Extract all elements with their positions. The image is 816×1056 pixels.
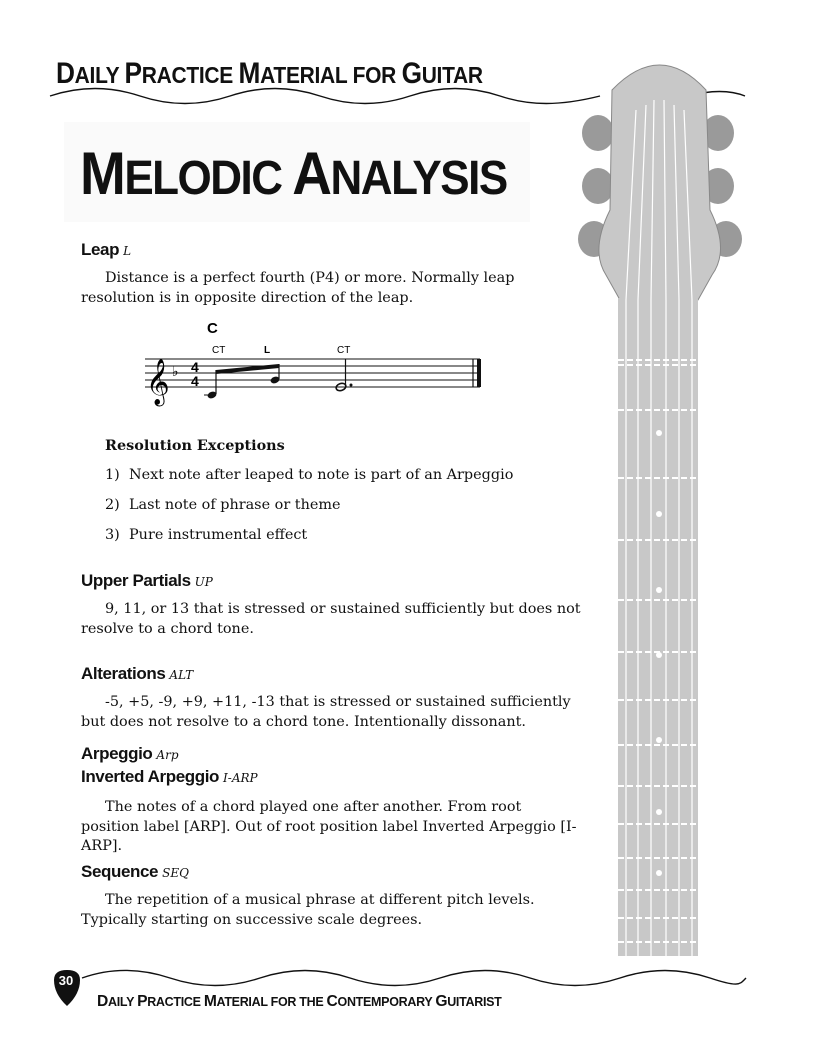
- label-ct-2: CT: [337, 345, 351, 356]
- page-number: 30: [58, 973, 74, 988]
- sequence-description: The repetition of a musical phrase at different pitch levels. Typically starting on successive scale degrees.: [81, 892, 535, 928]
- term-upper-partials: Upper Partials UP: [81, 571, 213, 590]
- time-sig-top: 4: [191, 359, 199, 375]
- upper-partials-description: 9, 11, or 13 that is stressed or sustained sufficiently but does not resolve to a chord tone.: [81, 601, 581, 637]
- guitar-neck-illustration: [570, 50, 770, 960]
- exception-item: 1) Next note after leaped to note is part of an Arpeggio: [105, 467, 514, 483]
- headstock: [599, 65, 721, 300]
- alterations-description: -5, +5, -9, +9, +11, -13 that is stressed or sustained sufficiently but does not resolve to a chord tone. Intentionally dissonant.: [81, 694, 571, 730]
- page-title: MELODIC ANALYSIS: [80, 139, 507, 208]
- label-ct-1: CT: [212, 345, 226, 356]
- notation-example: [140, 318, 490, 408]
- exception-item: 3) Pure instrumental effect: [105, 527, 308, 543]
- treble-clef: 𝄞: [146, 359, 170, 405]
- running-header: DAILY PRACTICE MATERIAL FOR GUITAR: [56, 56, 483, 90]
- resolution-exceptions-title: Resolution Exceptions: [105, 437, 285, 454]
- term-leap: Leap L: [81, 240, 132, 259]
- leap-description: Distance is a perfect fourth (P4) or more. Normally leap resolution is in opposite direction of the leap.: [81, 270, 515, 306]
- term-alterations: Alterations ALT: [81, 664, 194, 683]
- term-sequence: Sequence SEQ: [81, 862, 189, 881]
- running-footer: DAILY PRACTICE MATERIAL FOR THE CONTEMPORARY GUITARIST: [97, 993, 502, 1010]
- term-inverted-arpeggio: Inverted Arpeggio I-ARP: [81, 767, 258, 786]
- term-arpeggio: Arpeggio Arp: [81, 744, 179, 763]
- eighth-note-pair: [204, 364, 280, 400]
- label-l: L: [264, 345, 271, 356]
- exception-item: 2) Last note of phrase or theme: [105, 497, 341, 513]
- arpeggio-description: The notes of a chord played one after another. From root position label [ARP]. Out of root position label Inverted Arpeggio [I-ARP].: [81, 799, 577, 854]
- flat-sign: ♭: [172, 364, 179, 380]
- footer-wave-divider: [0, 966, 816, 990]
- chord-symbol: C: [207, 320, 218, 337]
- time-sig-bottom: 4: [191, 373, 199, 389]
- final-barline-thick: [477, 359, 481, 387]
